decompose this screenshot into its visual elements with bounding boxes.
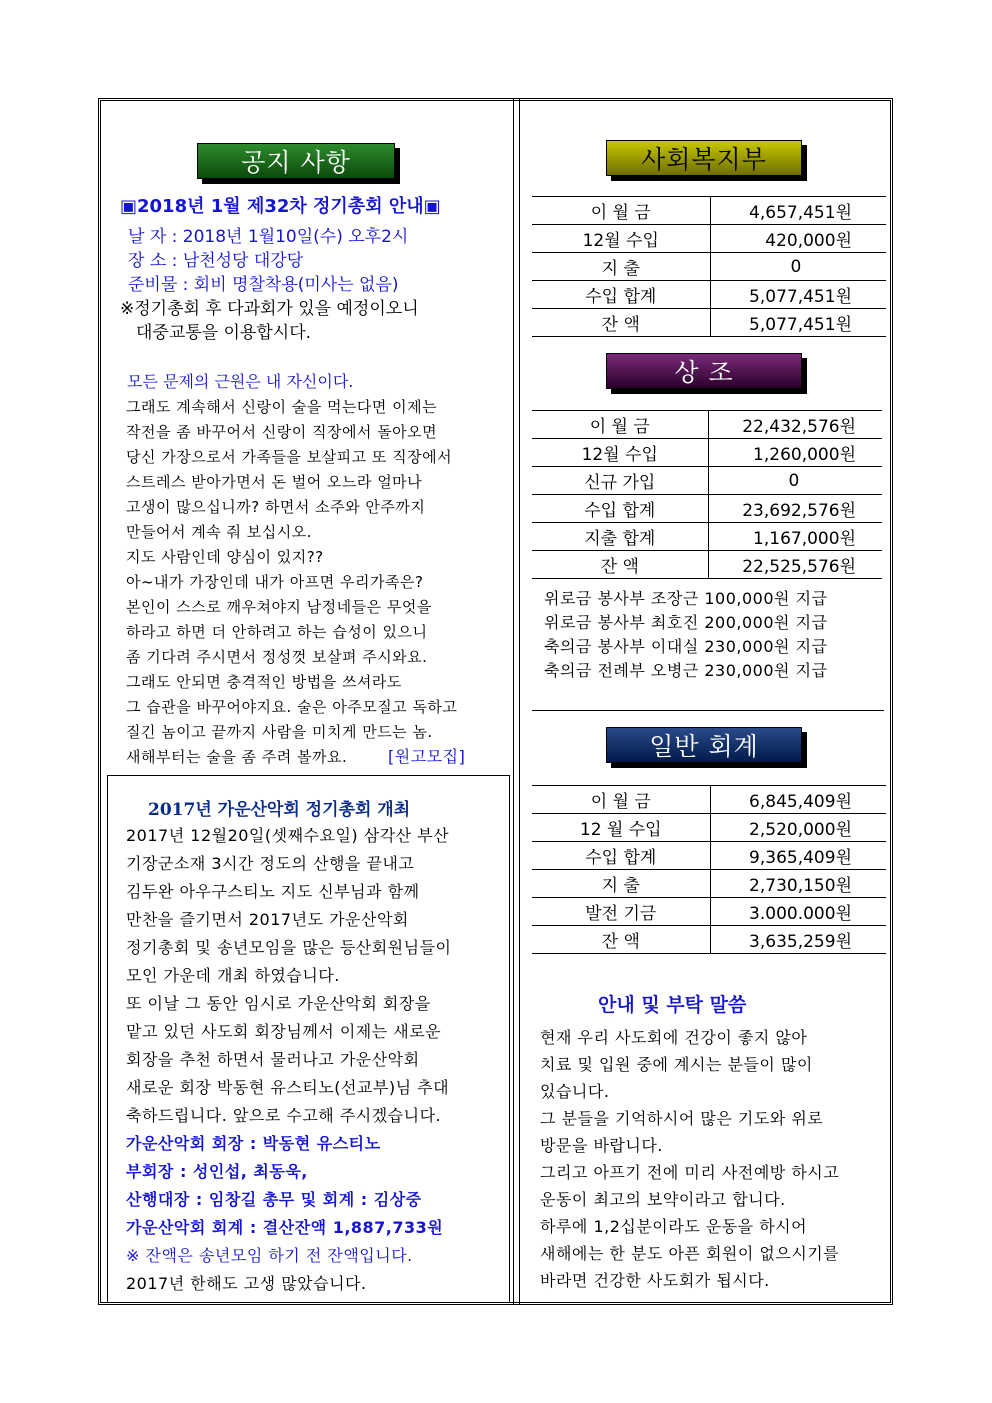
club-note: ※ 잔액은 송년모임 하기 전 잔액입니다. [126,1246,413,1265]
row-value: 2,520,000원 [710,814,886,842]
club-line: 회장을 추천 하면서 물러나고 가운산악회 [126,1050,420,1069]
guide-line: 치료 및 입원 중에 계시는 분들이 많이 [540,1055,813,1074]
essay-line: 만들어서 계속 줘 보십시오. [126,523,312,541]
club-president: 가운산악회 회장 : 박동현 유스티노 [126,1134,381,1153]
row-label: 신규 가입 [532,467,708,495]
table-row [532,495,882,523]
row-value: 1,260,000원 [708,439,882,467]
row-label: 이 월 금 [532,786,710,814]
table-row [532,197,886,225]
club-line: 기장군소재 3시간 정도의 산행을 끝내고 [126,854,415,873]
club-line: 모인 가운데 개최 하였습니다. [126,966,340,985]
table-row [532,467,882,495]
row-value: 5,077,451원 [710,309,886,337]
row-value: 5,077,451원 [710,281,886,309]
essay-line: 아~내가 가장인데 내가 아프면 우리가족은? [126,573,424,591]
club-balance: 가운산악회 회계 : 결산잔액 1,887,733원 [126,1218,444,1237]
club-line: 2017년 12월20일(셋째수요일) 삼각산 부산 [126,826,450,845]
row-value: 0 [708,467,882,495]
welfare-table [532,196,886,337]
table-row [532,225,886,253]
essay-line: 당신 가장으로서 가족들을 보살피고 또 직장에서 [126,448,453,466]
guide-title: 안내 및 부탁 말씀 [598,994,747,1016]
row-value: 420,000원 [710,225,886,253]
row-label: 발전 기금 [532,898,710,926]
guide-line: 하루에 1,2십분이라도 운동을 하시어 [540,1217,808,1236]
table-row [532,814,886,842]
row-value: 3.000.000원 [710,898,886,926]
table-row [532,551,882,579]
row-label: 잔 액 [532,551,708,579]
guide-line: 운동이 최고의 보약이라고 합니다. [540,1190,786,1209]
table-row [532,253,886,281]
club-vice-president: 부회장 : 성인섭, 최동욱, [126,1162,308,1181]
essay-line: 스트레스 받아가면서 돈 벌어 오느라 얼마나 [126,473,423,491]
essay-line: 새해부터는 술을 좀 주려 볼까요. [126,748,348,766]
row-label: 지 출 [532,253,710,281]
welfare-title: 사회복지부 [606,140,802,176]
row-label: 수입 합계 [532,495,708,523]
club-leaders: 산행대장 : 임창길 총무 및 회계 : 김상중 [126,1190,422,1209]
club-title: 2017년 가운산악회 정기총회 개최 [148,800,411,820]
essay-line: 하라고 하면 더 안하려고 하는 습성이 있으니 [126,623,428,641]
essay-line: 좀 기다려 주시면서 정성껏 보살펴 주시와요. [126,648,428,666]
club-line: 축하드립니다. 앞으로 수고해 주시겠습니다. [126,1106,442,1125]
essay-line: 그래도 안되면 충격적인 방법을 쓰셔라도 [126,673,402,691]
essay-body [126,396,511,776]
mutual-table [532,410,882,579]
row-value: 4,657,451원 [710,197,886,225]
row-value: 9,365,409원 [710,842,886,870]
table-row [532,523,882,551]
club-line: 정기총회 및 송년모임을 많은 등산회원님들이 [126,938,452,957]
row-label: 잔 액 [532,309,710,337]
row-value: 3,635,259원 [710,926,886,954]
essay-line: 질긴 놈이고 끝까지 사람을 미치게 만드는 놈. [126,723,433,741]
guide-line: 바라면 건강한 사도회가 됩시다. [540,1271,770,1290]
table-row [532,842,886,870]
club-line: 김두완 아우구스티노 지도 신부님과 함께 [126,882,420,901]
row-label: 12월 수입 [532,225,710,253]
club-body [126,823,506,1293]
essay-line: 그래도 계속해서 신랑이 술을 먹는다면 이제는 [126,398,438,416]
row-label: 수입 합계 [532,842,710,870]
essay-line: 그 습관을 바꾸어야지요. 술은 아주모질고 독하고 [126,698,458,716]
payment-line: 위로금 봉사부 조장근 100,000원 지급 [544,589,828,608]
table-row [532,786,886,814]
club-line: 맡고 있던 사도회 회장님께서 이제는 새로운 [126,1022,442,1041]
column-divider [513,98,520,1305]
table-row [532,870,886,898]
meeting-items: 준비물 : 회비 명찰착용(미사는 없음) [128,275,399,295]
row-value: 6,845,409원 [710,786,886,814]
mutual-title: 상 조 [606,353,802,389]
row-label: 잔 액 [532,926,710,954]
meeting-place: 장 소 : 남천성당 대강당 [128,251,304,271]
general-table [532,785,886,954]
row-label: 이 월 금 [532,411,708,439]
table-row [532,439,882,467]
guide-body [540,1025,885,1300]
payment-line: 위로금 봉사부 최호진 200,000원 지급 [544,613,828,632]
meeting-note-cont: 대중교통을 이용합시다. [136,323,312,343]
row-label: 지 출 [532,870,710,898]
notice-title: 공지 사항 [197,143,395,179]
row-label: 지출 합계 [532,523,708,551]
essay-line: 작전을 좀 바꾸어서 신랑이 직장에서 돌아오면 [126,423,438,441]
row-label: 12 월 수입 [532,814,710,842]
guide-line: 현재 우리 사도회에 건강이 좋지 않아 [540,1028,808,1047]
club-line: 만찬을 즐기면서 2017년도 가운산악회 [126,910,409,929]
row-value: 0 [710,253,886,281]
essay-line: 본인이 스스로 깨우쳐야지 남정네들은 무엇을 [126,598,432,616]
table-row [532,411,882,439]
table-row [532,898,886,926]
row-value: 2,730,150원 [710,870,886,898]
guide-line: 그 분들을 기억하시어 많은 기도와 위로 [540,1109,824,1128]
row-label: 이 월 금 [532,197,710,225]
row-value: 22,432,576원 [708,411,882,439]
essay-title: 모든 문제의 근원은 내 자신이다. [127,372,354,391]
club-closing: 2017년 한해도 고생 많았습니다. [126,1274,367,1293]
guide-line: 있습니다. [540,1082,610,1101]
essay-source: [원고모집] [388,747,466,766]
table-row [532,281,886,309]
row-label: 수입 합계 [532,281,710,309]
meeting-note: ※정기총회 후 다과회가 있을 예정이오니 [120,299,419,319]
row-value: 1,167,000원 [708,523,882,551]
row-label: 12월 수입 [532,439,708,467]
table-row [532,309,886,337]
table-row [532,926,886,954]
payment-line: 축의금 봉사부 이대실 230,000원 지급 [544,637,828,656]
section-rule [532,710,884,711]
payment-line: 축의금 전례부 오병근 230,000원 지급 [544,661,828,680]
guide-line: 방문을 바랍니다. [540,1136,663,1155]
essay-line: 지도 사람인데 양심이 있지?? [126,548,324,566]
general-title: 일반 회계 [606,727,802,763]
guide-line: 새해에는 한 분도 아픈 회원이 없으시기를 [540,1244,840,1263]
club-line: 새로운 회장 박동현 유스티노(선교부)님 추대 [126,1078,450,1097]
row-value: 22,525,576원 [708,551,882,579]
meeting-heading: ▣2018년 1월 제32차 정기총회 안내▣ [120,196,441,217]
club-line: 또 이날 그 동안 임시로 가운산악회 회장을 [126,994,431,1013]
essay-line: 고생이 많으십니까? 하면서 소주와 안주까지 [126,498,426,516]
row-value: 23,692,576원 [708,495,882,523]
guide-line: 그리고 아프기 전에 미리 사전예방 하시고 [540,1163,840,1182]
meeting-date: 날 자 : 2018년 1월10일(수) 오후2시 [128,227,409,247]
